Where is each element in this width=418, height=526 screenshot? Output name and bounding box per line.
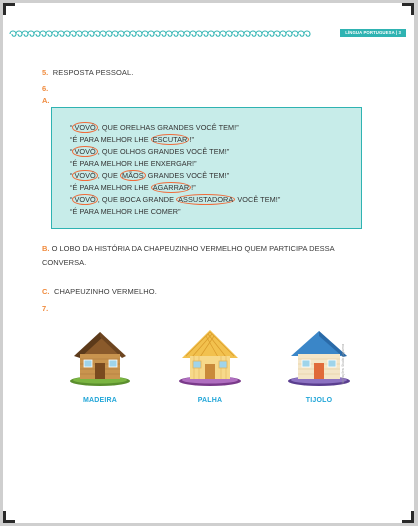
question-5 bbox=[42, 62, 133, 80]
question-number: 5. bbox=[42, 68, 49, 77]
house-label-tijolo: TIJOLO bbox=[305, 397, 333, 404]
house-label-palha: PALHA bbox=[197, 397, 223, 404]
item-label-b: B. bbox=[42, 244, 50, 253]
dialogue-line: “ VOVÓ , QUE ORELHAS GRANDES VOCÊ TEM!” bbox=[70, 123, 239, 132]
circled-word: VOVÓ bbox=[74, 195, 96, 204]
question-number: 6. bbox=[42, 84, 49, 93]
circled-word: VOVÓ bbox=[74, 147, 96, 156]
illustration-credit bbox=[340, 330, 346, 385]
circled-word: AGARRAR bbox=[152, 183, 190, 192]
dialogue-line: “ VOVÓ , QUE BOCA GRANDE ASSUSTADORA VOCÊ TEM!” bbox=[70, 195, 281, 204]
circled-word: ASSUSTADORA bbox=[178, 195, 234, 204]
item-b bbox=[42, 242, 372, 269]
crop-mark-top-left-v bbox=[3, 3, 6, 15]
dialogue-line: “ VOVÓ , QUE OLHOS GRANDES VOCÊ TEM!” bbox=[70, 147, 230, 156]
item-label-a: A. bbox=[42, 96, 50, 105]
circled-word: VOVÓ bbox=[74, 123, 96, 132]
answer-text: RESPOSTA PESSOAL. bbox=[52, 68, 134, 77]
circled-word: ESCUTAR bbox=[152, 135, 188, 144]
item-label-c: C. bbox=[42, 287, 50, 296]
dialogue-line: “É PARA MELHOR LHE AGARRAR !” bbox=[70, 183, 196, 192]
item-c bbox=[42, 281, 157, 299]
crop-mark-bottom-right-v bbox=[411, 511, 414, 523]
svg-text:Ilustrações: Studio Caparroz: Ilustrações: Studio Caparroz bbox=[341, 343, 345, 384]
crop-mark-bottom-left-v bbox=[3, 511, 6, 523]
straw-house-icon bbox=[176, 326, 244, 388]
dialogue-line: “É PARA MELHOR LHE ENXERGAR!” bbox=[70, 159, 197, 168]
wooden-house-icon bbox=[66, 326, 134, 388]
subject-header-label: LÍNGUA PORTUGUESA | 3 bbox=[340, 29, 406, 37]
question-number: 7. bbox=[42, 304, 49, 313]
circled-word: MÃOS bbox=[121, 171, 144, 180]
house-label-madeira: MADEIRA bbox=[82, 397, 118, 404]
circled-word: VOVÓ bbox=[74, 171, 96, 180]
dialogue-line: “É PARA MELHOR LHE COMER” bbox=[70, 207, 181, 216]
item-b-text: O LOBO DA HISTÓRIA DA CHAPEUZINHO VERMELHO QUEM PARTICIPA DESSA CONVERSA. bbox=[42, 244, 335, 267]
dialogue-line: “ VOVÓ , QUE MÃOS GRANDES VOCÊ TEM!” bbox=[70, 171, 230, 180]
dialogue-line: “É PARA MELHOR LHE ESCUTAR !” bbox=[70, 135, 194, 144]
item-c-text: CHAPEUZINHO VERMELHO. bbox=[53, 287, 157, 296]
crop-mark-top-right-v bbox=[411, 3, 414, 15]
